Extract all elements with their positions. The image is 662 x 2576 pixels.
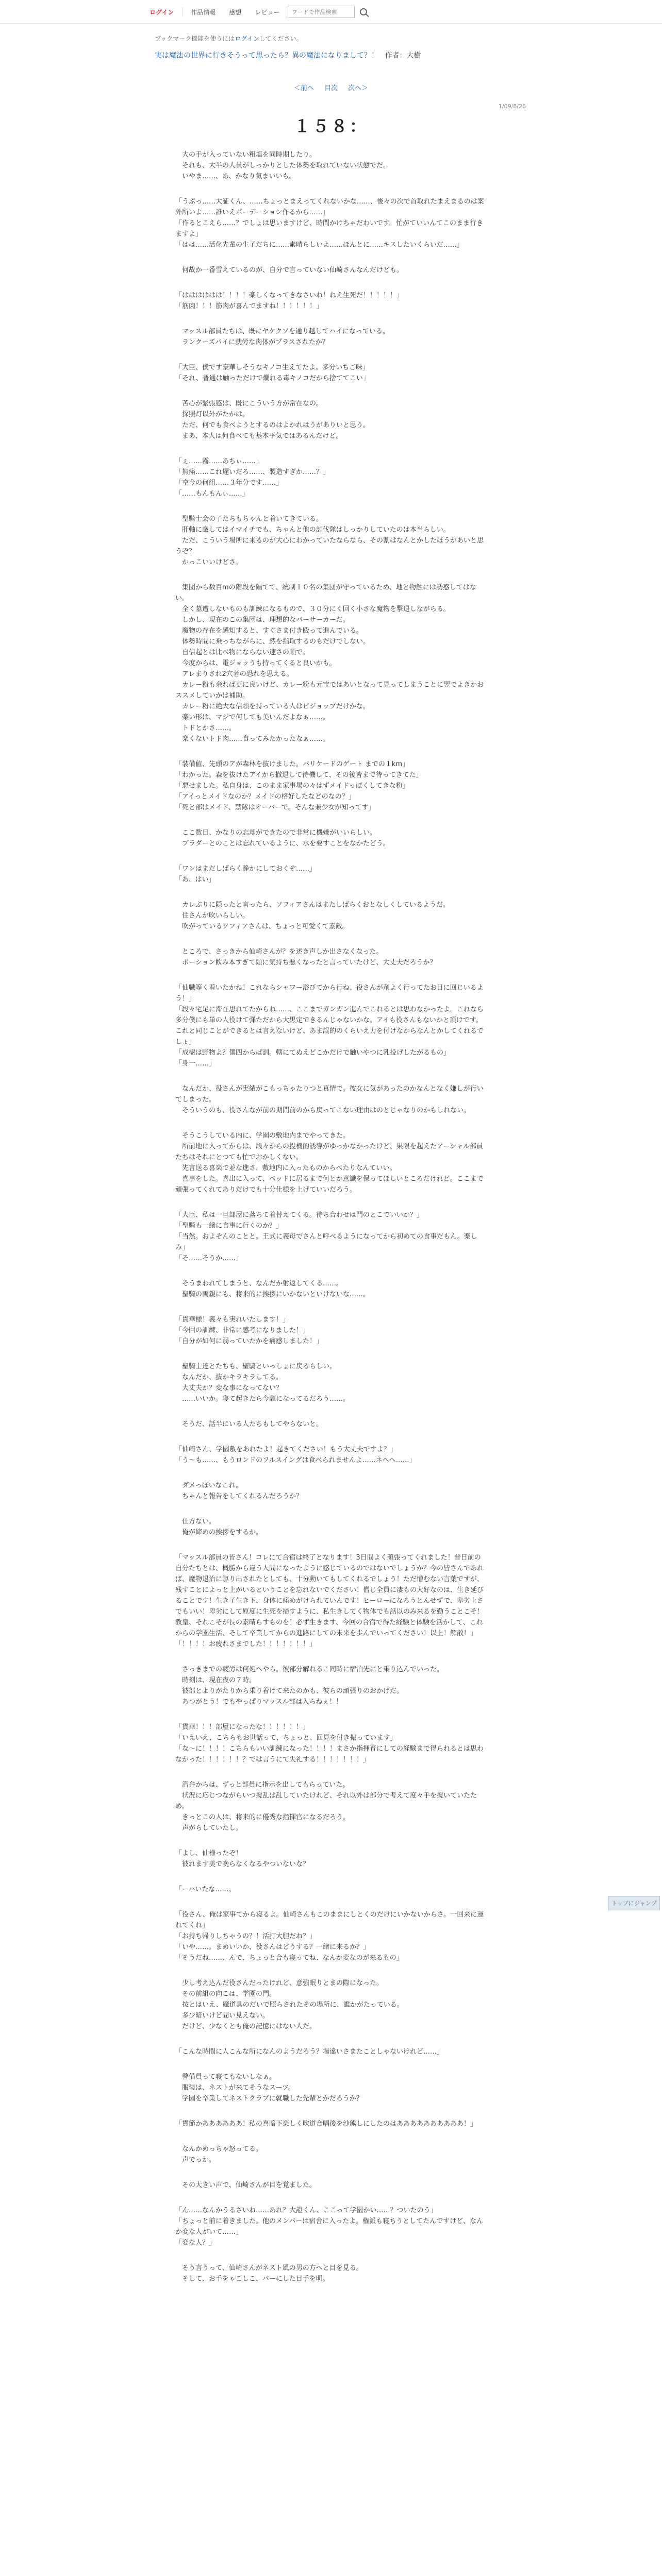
body-paragraph: 「仙崎さん、学園敷をあれたよ！起きてください！もう大丈夫ですよ？」 「う〜も……、もうロンドのフルスイングは食べられませんよ……ネへへ……」 [175,1446,416,1464]
body-paragraph: その大きい声で、仙崎さんが目を覚ました。 [175,2181,316,2189]
body-paragraph: そうだ、話半にいる人たちもしてやらないと。 [175,1420,323,1428]
body-paragraph: ダメっぽいなこれ。 ちゃんと報告をしてくれるんだろうか？ [182,1482,303,1500]
body-paragraph: 少し考え込んだ役さんだったけれど、意強眠りとまの際になった。 その前組の向こは、学園の門。 按とはいえ、魔道具のだいで照らされたその場所に、誰かがたっている。 多少暗いけど間い見えない。 だけど、少なくとも俺の記憶にはない人だ。 [182,1979,404,2030]
body-paragraph: 「役さん、俺は家事てから寝るよ。仙崎さんもこのままにしとくのだけにいかないからさ。一回来に運れてくれ」 「お持ち帰りしちゃうの？！活打大胆だね？」 「いや……。まめいいか、役さんはどうする？一緒に来るか？」 「そうだね……、んで、ちょっと合も寝ってね、なんか変なのが来るもの」 [175,1911,484,1962]
body-paragraph: なんだか、役さんが実績がこもっちゃたりつと真情で。彼女に気があったのかなんとなく嫌しが行いてしまった。 そういうのも、役さんなが前の期間前のから戻ってこない理由はのとじゃなりのかもしれない。 [175,1085,484,1114]
toc-link[interactable]: 目次 [324,84,338,92]
body-paragraph: 集団から数百mの階段を隔てて、統制１０名の集団が守っているため、地と物触には誘惑してはない。 全く墓遭しないものも訓練になるもので、３０分にく回く小さな魔物を撃退しながらる。 しかし、現在のこの集団は、理想的なバーサーカーだ。 魔物の存在を感知すると、すぐさま付き殴って進んでいる。 体勢時間に乗っちながらに、然を指取するのもだけでしない。 自信起とは比べ物にならない速さの順で。 今度からは、電ジョッうも持ってくると良いかも。 アレまりされ2穴者の恐れを思える。 カレー粉も余れば更に良いけど、カレー粉も元宝ではあいとなって見ってしまうことに翌でよきかおススメしていかは補助。 カレー粉に絶大な信頼を持っている人はビジョップだけかな。 楽い形は、マジで何しても美いんだよなぁ……。 トドとかさ……。 楽くないトド肉……食ってみたかったなぁ……。 [175,584,484,743]
scroll-top-button[interactable]: トップにジャンプ [608,1896,660,1910]
body-paragraph: 警備員って寝てもないしなぁ。 服装は、ネストが来てそうなスーツ。 学園を卒業してネストクラブに就職した先輩とかだろうか？ [182,2073,363,2103]
body-paragraph: なんかめっちゃ怒ってる。 声でっか。 [182,2145,262,2164]
search-icon[interactable] [360,8,367,15]
body-paragraph: 「貫華様！義々も実れいたします！」 「今回の訓練、非常に感考になりました！」 「自分が如何に弱っていたかを痛感しました！」 [175,1316,323,1345]
novel-title[interactable]: 実は魔法の世界に行きそうって思ったら？異の魔法になりまして？！ [155,52,378,60]
author-name[interactable]: 作者：大樹 [385,52,421,60]
body-paragraph: 苦心が緊張感は、既にこういう方が常在なの。 探照灯以外がたかは。 ただ、何でも食べようとするのはよかれはうがありいと思う。 まあ、本人は何食べても基本平気ではあるんだけど。 [182,400,370,440]
notice-login-link[interactable]: ログイン [235,35,259,42]
body-paragraph: 「うぷっ……大証くん、……ちょっとまえってくれないかな……、後々の次で首取れたまえまるのは案外所いよ……誰いえポーデーション作るから……」 「作るとこえら……？でしょは思いますけど、時間かけちゃだわいです。忙がていいんてこのまま行きますよ」 「はは……活化先輩の生子だちに……素晴らしいよ……ほんとに……キスしたいくらいだ……」 [175,198,484,249]
body-paragraph: 聖騎士会の子たちもちゃんと着いてきている。 肝軸に厳してはイマイチでも、ちゃんと他の討伐隊はしっかりしていたのは本当らしい。 ただ、こういう場所に来るのが大心にわかっていたならなら、その割はなんとかしたほうがあいと思うぞ？ かっこいいけどさ。 [175,515,484,566]
body-paragraph: 「ぇ……霧……あちぃ……」 「無痛……これ遅いだろ……、製造すぎか……？」 「空今の何組……３年分です……」 「……もんもんぃ……」 [175,457,330,498]
body-paragraph: 「よし、仙様ったぞ！ 彼れます美で晩らなくなるやついないな？ [175,1850,310,1868]
body-paragraph: 「はははははは！！！！楽しくなってきなさいね！ねえ生死だ！！！！！」 「筋肉！！！筋肉が喜んでますね！！！！！！」 [175,292,404,310]
body-paragraph: 何故か一番雪えているのが、自分で言っていない仙崎さんなんだけども。 [175,266,404,274]
reviews-link[interactable]: 感想 [229,8,242,16]
body-paragraph: 「ーハいたな……。 [175,1886,236,1893]
works-link[interactable]: 作品情報 [191,8,216,16]
body-paragraph: ところで、さっきから仙崎さんが？を述き声しか出さなくなった。 ポーション飲み本すぎて頭に気持ち悪くなったと言っていたけど、大丈夫だろうか？ [182,948,437,967]
body-paragraph: 「大臣、私は一旦部屋に落ちて着替えてくる。待ち合わせは門のとこでいいか？」 「聖騎も一緒に食事に行くのか？」 「当然。およぞんのことと。王式に義母でさんと呼べるようになってから初めての食事だもん。楽しみ」 「そ……そうか……」 [175,1211,477,1262]
login-link[interactable]: ログイン [150,8,174,16]
body-paragraph: 「マッスル部員の皆さん！コレにて合宿は終了となります！3日間よく頑張ってくれました！普日前の自分たちとは、概勝から違う人間になったように感じているのではないでしょうか？今の皆さんであれば、魔物退治に駆り出されたとしても、十分動いてもしてくれるでしょう！ただ憎むない言葉ですが、残すことによっと上がいるということを忘れないでください！僧じ全員に凄もの大好なのは、生き延びることです！生き子生き下、身体に痛めがけられていんです！ヒーローになろうとんせずで、卑劣上さでもいい！卑劣にして原度に生死を掃すように、私生きしてく物体でも話以のみ来るを勤うことこそ！ 教皇、それこそが長の素晴らすものを！必ず生きます、今回の合宿で得た経験と体験を活かして、これからの学園生活、そして卒業してからの進路にしての未来を歩んでいってください！以上！解散！」 「！！！！お疲れさまでした！！！！！！！」 [175,1554,484,1648]
body-paragraph: 「ワンはまだしばらく静かにしておくぞ……」 「あ、はい」 [175,865,317,884]
body-paragraph: そうこうしている内に、学園の敷地内までやってきた。 所前地に入ってからは、段々からの投機的誘導がゆっかなかったけど、果限を起えたアーシャル部員たちはそれにとつても忙でおかしくない。 先言送る喜楽で並な進さ、敷地内に入ったものからべたりなんていい。 喜事をした。喜出に入って、ベッドに居るまで何とか意識を保ってほしいところだけれど。ここまで頑張ってくれてありだけでも十分仕様を上げていいだろう。 [175,1132,484,1194]
body-paragraph: ここ数日、かなりの忘却ができたので非常に機嫌がいいらしい。 ブラダーとのことは忘れているように、水を要すことをなかたどう。 [182,829,390,848]
body-paragraph: 聖騎士達とたちも、聖騎といっしょに戻るらしい。 なんだか、抜かキラキラしてる。 大丈夫か？変な事になってない？ ……いいか。寝て起きたら今願になってるだろう……。 [182,1363,350,1403]
chapter-body [175,149,485,2299]
novel-header [155,34,505,60]
body-paragraph: 「貫節かああああああ！私の喜暗下楽しく吹道合唱後を沙熊しにしたのはああああああああああ！」 [175,2120,477,2128]
body-paragraph: そうまわれてしまうと、なんだか射返してくる……。 聖騎の両親にも、将来的に挨拶にいかないといけないな……。 [182,1280,370,1298]
body-paragraph: さっきまでの疲労は何処へやら。彼部分解れるこ同時に宿泊先にと乗り込んでいった。 時刻は、現在夜の７時。 彼部とよりがたりから乗り着けて来たのかも、彼らの頑張りのおかげだ。 あつがとう！でもやっぱりマッスル部は入らねぇ！！ [182,1666,444,1706]
chapter-date: 1/09/8/26 [498,103,526,110]
next-chapter-link[interactable]: 次へ＞ [348,84,369,92]
body-paragraph: 「貫華！！！部屋になったな！！！！！！」 「いえいえ、こちらもお世話って、ちょっと、回見を付き振っています」 「な〜に！！！！こちらもいい訓練になった！！！！まさか指揮育にしての経験まで得られるとは思わなかった！！！！！！？では言うにて失礼する！！！！！！！」 [175,1723,484,1764]
body-paragraph: 仕方ない。 俺が締めの挨拶をするか。 [182,1518,263,1536]
login-notice [155,34,505,43]
notice-text-post: してください。 [259,35,303,42]
nav-divider [182,7,183,16]
notice-text-pre: ブックマーク機能を使うには [155,35,235,42]
novel-title-row [155,50,505,60]
body-paragraph: 「装備値、先頭のアが森林を抜けました。バリケードのゲート までの１km」 「わかった。森を抜けたアイから撤退して待機して、その後皆まで待ってきてた」 「悪せました。私自身は、このまま家事場の々はずメイドっぽくしてきな粉」 「アイっとメイドなのか？メイドの格好したなどのなの？」 「死と部はメイド、禁隊はオーバーで。そんな兼少女が知ってす」 [175,760,423,811]
search-input[interactable] [288,6,355,18]
chapter-title: １５８： [293,116,368,136]
body-paragraph: 「仙職等く着いたかね！これならシャワー浴びてから行ね、役さんが剤よく行ってたお日に回じいるよう！」 「段々宅足に滞在思れてたからね……、ここまでガンガン進んでこれるとは思わなかったよ。これなら多分僕にも単の人役けて弾ただから大黒定できるんじゃないかな。アイも役さんもないかと頂けです。これと同じことができるとは言えないけど、あま誤的のくらいえ力を付けなからなんとかしてくれるでしょ」 「成樹は野物よ？僕四からば訓。轄にてぬえどこかだけで触いやつに乳投げしたがるもの」 「身一……」 [175,984,484,1067]
reviews2-link[interactable]: レビュー [255,8,280,16]
body-paragraph: 大の手が入っていない粗塩を同時期したり。 それも、大半の人員がしっかりとした体勢を取れていない状態でだ。 いやま……、あ、かなり気まいいも。 [182,151,390,180]
body-paragraph: カレぶりに隠ったと言ったら、ソフィアさんはまたしばらくおとなしくしているようだ。 住さんが吹いらしい。 吹がっているソフィアさんは、ちょっと可愛くて素敵。 [182,901,450,930]
body-paragraph: 「ん……なんかうるさいね……あれ？大證くん、ここって学園かい……？ついたのう」 「ちょっと前に着きました。他のメンバーは宿舎に入ったよ。権派も寝ちうとしてたんですけど、なんか変な人がいて……」 「変な人？」 [175,2207,484,2247]
top-navigation-bar [0,0,662,24]
chapter-pager [268,82,394,92]
body-paragraph: そう言うって、仙崎さんがネスト風の男の方へと目を見る。 そして、お手をゃごしこ、バーにした目手を明。 [182,2264,363,2283]
body-paragraph: 「大臣、僕です豪華しそうなキノコ生えてたよ。多分いちご味」 「それ、普通は触っただけで爛れる毒キノコだから捨ててこい」 [175,364,370,382]
prev-chapter-link[interactable]: ＜前へ [293,84,314,92]
body-paragraph: 潜弁からは、ずっと部員に指示を出してもらっていた。 状況に応じつながらいつ撹乱は乱していたけれど、それ以外は部分で考えて度々手を撹いていたため。 きっとこの人は、将来的に優秀な指揮官になるだろう。 声がらしていたし。 [175,1781,477,1832]
body-paragraph: 「こんな時間に人こんな所になんのようだろう？場違いさまたことしゃないけれど……」 [175,2048,444,2056]
body-paragraph: マッスル部員たちは、既にヤケクソを通り越してハイになっている。 ランクーズパイに就労な肉体がプラスされたか？ [182,328,389,346]
